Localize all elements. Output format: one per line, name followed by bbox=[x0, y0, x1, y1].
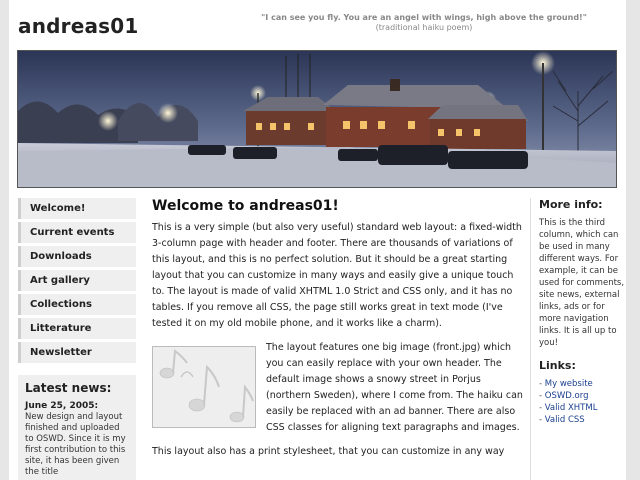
third-paragraph: This layout also has a print stylesheet, that you can customize in any way bbox=[152, 446, 505, 457]
latest-news-box bbox=[18, 375, 136, 480]
nav-item-collections[interactable]: Collections bbox=[18, 294, 136, 315]
main-navigation bbox=[18, 198, 136, 366]
news-text: New design and layout finished and uploaded to OSWD. Since it is my first contribution to this site, it has been given the title bbox=[25, 412, 126, 477]
header-image bbox=[17, 50, 617, 188]
list-item: - My website bbox=[539, 379, 593, 389]
news-date: June 25, 2005: bbox=[25, 401, 99, 411]
page-heading: Welcome to andreas01! bbox=[152, 198, 339, 214]
main-content bbox=[152, 198, 524, 468]
link-oswd[interactable]: OSWD.org bbox=[544, 391, 589, 401]
slogan-quote: "I can see you fly. You are an angel with wings, high above the ground!" bbox=[261, 13, 587, 22]
slogan-source: (traditional haiku poem) bbox=[375, 23, 473, 32]
more-info-text: This is the third column, which can be used in many different ways. For example, it can be used for comments, site news, external links, ads or for more navigation links. It is all up to you! bbox=[539, 218, 625, 348]
nav-item-current-events[interactable]: Current events bbox=[18, 222, 136, 243]
intro-paragraph: This is a very simple (but also very useful) standard web layout: a fixed-width 3-column page with header and footer. There are thousands of variations of this layout, and this is no perfect solution. But it should be a great starting layout that you can customize in many ways and easily give a unique touch to. The layout is made of valid XHTML 1.0 Strict and CSS only, and it has no tables. If you remove all CSS, the page still works great in text mode (I've tested it on my old mobile phone, and it works like a charm). bbox=[152, 222, 522, 329]
more-info-title: More info: bbox=[539, 198, 603, 211]
link-my-website[interactable]: My website bbox=[544, 379, 593, 389]
list-item: - Valid XHTML bbox=[539, 403, 598, 413]
link-valid-xhtml[interactable]: Valid XHTML bbox=[544, 403, 598, 413]
link-valid-css[interactable]: Valid CSS bbox=[544, 415, 585, 425]
latest-news-title: Latest news: bbox=[25, 381, 112, 395]
links-title: Links: bbox=[539, 359, 576, 372]
nav-item-newsletter[interactable]: Newsletter bbox=[18, 342, 136, 363]
list-item: - Valid CSS bbox=[539, 415, 585, 425]
nav-item-welcome[interactable]: Welcome! bbox=[18, 198, 136, 219]
right-column bbox=[530, 198, 626, 480]
site-title[interactable]: andreas01 bbox=[18, 14, 139, 38]
second-paragraph: The layout features one big image (front.jpg) which you can easily replace with your own header. The default image shows a snowy street in Porjus (northern Sweden), where I come from. The haiku can easily be replaced with an ad banner. There are also CSS classes for aligning text paragraphs and images. bbox=[266, 342, 523, 433]
nav-item-art-gallery[interactable]: Art gallery bbox=[18, 270, 136, 291]
nav-item-litterature[interactable]: Litterature bbox=[18, 318, 136, 339]
links-list bbox=[539, 378, 626, 426]
list-item: - OSWD.org bbox=[539, 391, 589, 401]
nav-item-downloads[interactable]: Downloads bbox=[18, 246, 136, 267]
music-notes-image bbox=[152, 346, 256, 428]
page-wrapper bbox=[9, 0, 626, 480]
slogan bbox=[239, 13, 609, 33]
